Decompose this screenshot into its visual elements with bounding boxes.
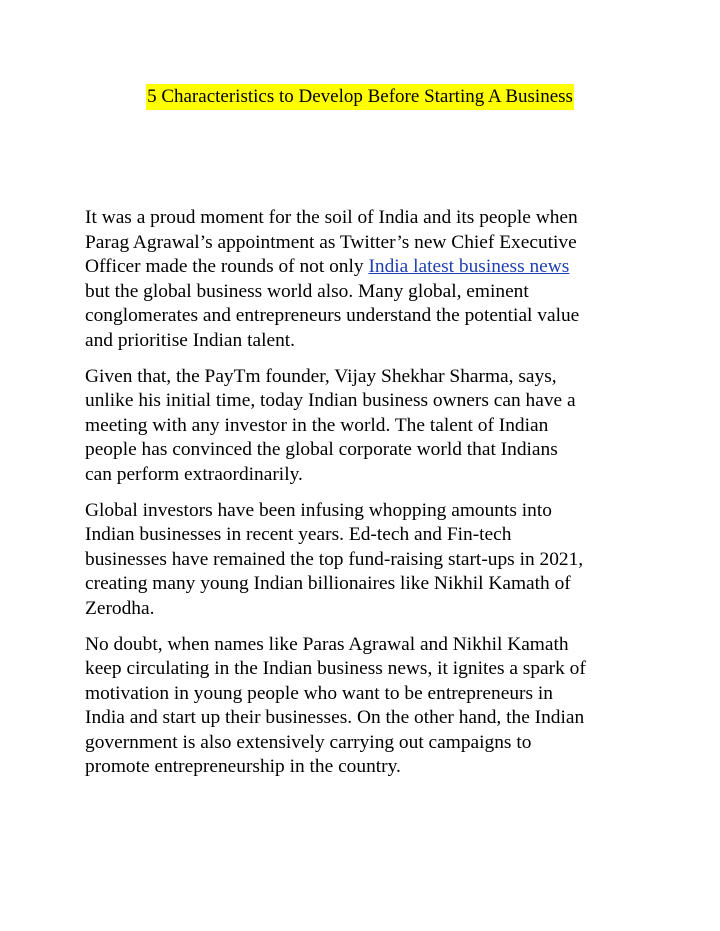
paragraph-3: Global investors have been infusing whopping amounts into Indian businesses in recent years. Ed-tech and Fin-tech businesses have remained the top fund-raising start-ups in 2021, creating many young Indian billionaires like Nikhil Kamath of Zerodha. <box>85 499 584 619</box>
paragraph-2: Given that, the PayTm founder, Vijay Shekhar Sharma, says, unlike his initial time, today Indian business owners can have a meeting with any investor in the world. The talent of Indian people has convinced the global corporate world that Indians can perform extraordinarily. <box>85 365 576 485</box>
title-container <box>0 84 720 110</box>
paragraph-1-text-after-link: but the global business world also. Many global, eminent conglomerates and entrepreneurs understand the potential value and prioritise Indian talent. <box>85 280 580 351</box>
paragraph-4: No doubt, when names like Paras Agrawal and Nikhil Kamath keep circulating in the Indian business news, it ignites a spark of motivation in young people who want to be entrepreneurs in India and start up their businesses. On the other hand, the Indian government is also extensively carrying out campaigns to promote entrepreneurship in the country. <box>85 633 586 778</box>
paragraph-1-text-before-link: It was a proud moment for the soil of India and its people when Parag Agrawal’s appointment as Twitter’s new Chief Executive Officer made the rounds of not only <box>85 207 578 278</box>
document-body <box>85 206 645 791</box>
india-business-news-link[interactable]: India latest business news <box>368 256 570 278</box>
document-title: 5 Characteristics to Develop Before Starting A Business <box>146 84 574 110</box>
paragraph-1 <box>85 206 645 354</box>
